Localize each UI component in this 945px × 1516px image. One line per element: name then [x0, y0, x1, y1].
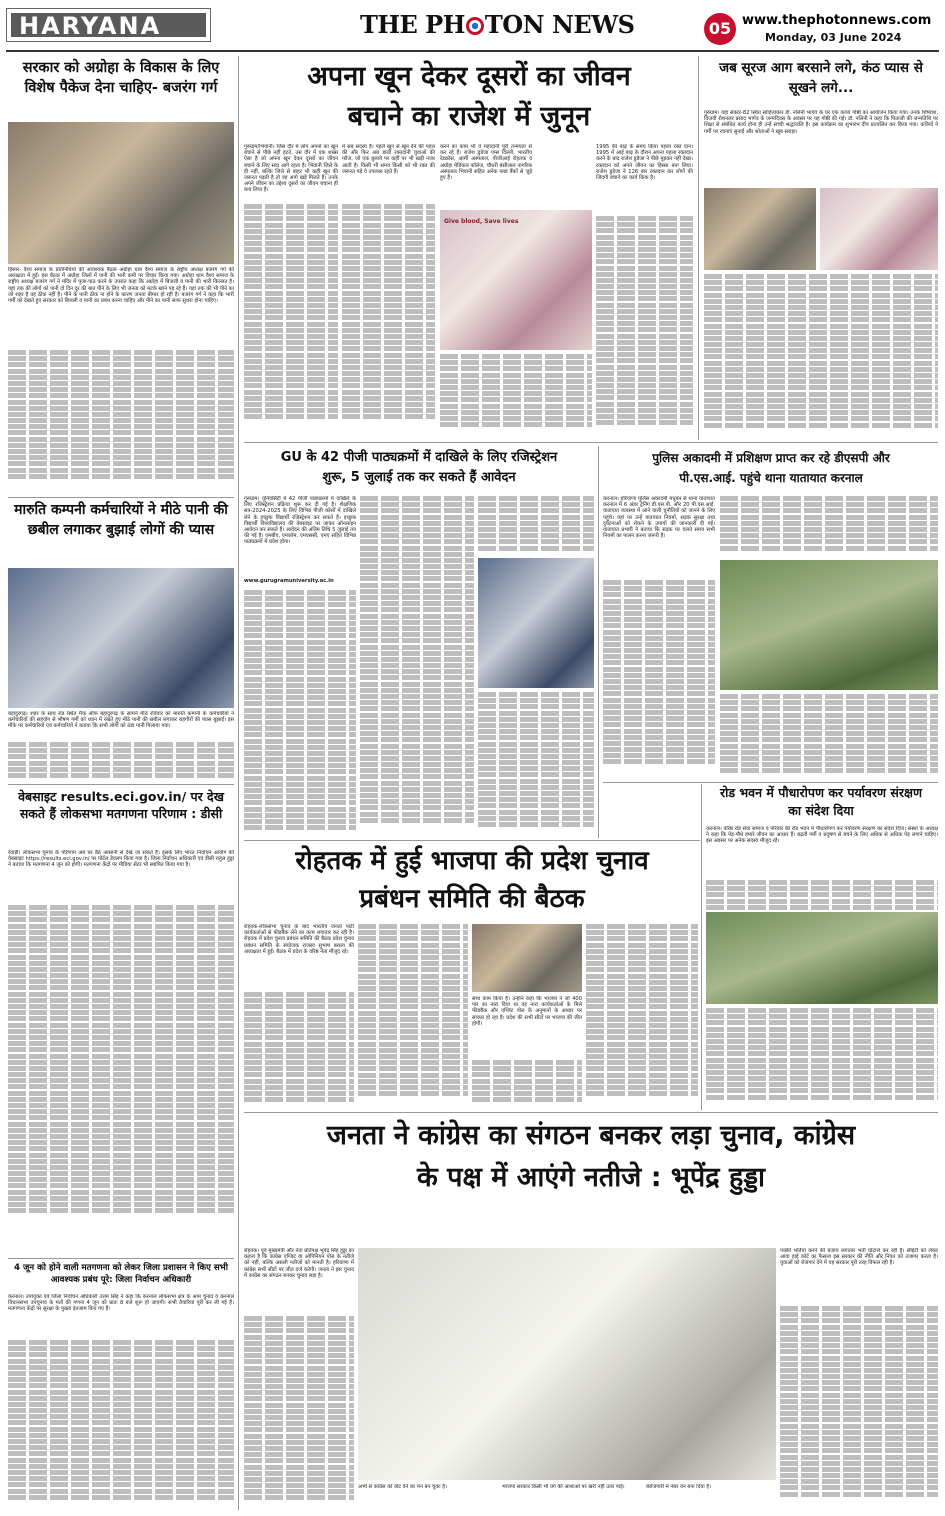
heat-poetry-photo-1: [704, 188, 816, 270]
maruti-photo: [8, 568, 234, 708]
masthead: [0, 0, 945, 52]
hooda-body-left: रोहतक। पूर्व मुख्यमंत्री और नेता प्रतिपक्ष भूपेंद्र सिंह हुड्डा का कहना है कि कांग्रेस एग्जिट या ओपिनियन पोल के नतीजे को नहीं, बल्कि असली नतीजों को मानती है। हरियाणा में कांग्रेस सभी सीटों पर जीत दर्ज करेगी। जनता ने इस चुनाव में कांग्रेस का संगठन बनकर चुनाव लड़ा है।: [244, 1248, 354, 1279]
police-photo: [720, 560, 938, 690]
gu-body-continued-4: [478, 692, 594, 838]
heat-poetry-photo-2: [820, 188, 938, 270]
road-bhavan-body-continued-1: [706, 880, 938, 910]
blood-donor-body-col2: में सब सदस्य हैं। पहले खून से खून देने की पहल की और फिर अब डाली रक्तदानी युवाओं की फौज, जो एक बुलावे पर कहीं पर भी खड़ी नजर आती है। किसी भी समय किसी को भी रक्त की जरूरत पड़े वे उपलब्ध रहते हैं।: [342, 144, 435, 175]
paper-name: [360, 10, 690, 46]
maruti-headline: मारुति कम्पनी कर्मचारियों ने मीठे पानी की छबील लगाकर बुझाई लोगों की प्यास: [14, 502, 228, 538]
agroha-headline: सरकार को अग्रोहा के विकास के लिए विशेष पैकेज देना चाहिए- बजरंग गर्ग: [22, 60, 220, 96]
police-headline-line2: पी.एस.आई. पहुंचे थाना यातायात करनाल: [679, 471, 863, 485]
paper-name-part1: THE PH: [360, 10, 465, 39]
police-body: करनाल। हरियाणा पुलिस अकादमी मधुबन से थाना यातायात करनाल में 6 अंडर ट्रेनिंग डी.एस.पी. और 20 पी.एस.आई. यातायात व्यवस्था में आने वाली चुनौतियों को जानने के लिए पहुंचे। यहां पर उन्हें यातायात नियमों, सड़क सुरक्षा तथा दुर्घटनाओं को रोकने के उपायों की जानकारी दी गई। यातायात प्रभारी ने बताया कि सड़क पर चलते समय सभी नियमों का पालन करना जरूरी है।: [603, 496, 715, 540]
bjp-body-col4: [586, 924, 698, 1108]
heat-poetry-body-continued: [704, 274, 938, 438]
heat-poetry-headline: जब सूरज आग बरसाने लगे, कंठ प्यास से सूखने लगे...: [719, 60, 923, 96]
police-body-continued-3: [720, 694, 938, 780]
road-bhavan-body-continued-2: [706, 1008, 938, 1108]
heat-poetry-body: गुरुग्राम। यहां सेक्टर-82 स्थित साहित्यकार डॉ. नलिनी भार्गव के घर एक काव्य गोष्ठी का आयोजन किया गया। उनके शिष्यांश, विजयी रोशनलर प्रसाद भार्गव के जन्मदिवस के अवसर पर यह गोष्ठी की गई। डॉ. नलिनी ने कहा कि पिताजी की जन्मतिथि पर शिक्षा से संबंधित कार्य होना ही उन्हें सच्ची श्रद्धांजलि है। इस कार्यक्रम का शुभारंभ दीप प्रज्वलित कर किया गया। कवियों ने गर्मी पर रचनाएं सुनाईं और श्रोताओं ने खूब सराहा।: [704, 110, 938, 135]
gu-body-continued-3: [478, 496, 594, 554]
bjp-headline-line2: प्रबंधन समिति की बैठक: [359, 884, 585, 914]
maruti-body-continued: [8, 742, 234, 782]
blood-donor-photo-caption: Give blood, Save lives: [444, 218, 519, 225]
agroha-photo: [8, 122, 234, 264]
hooda-body-left-continued: [244, 1316, 354, 1508]
blood-donor-photo: [440, 210, 592, 350]
gu-body-continued-2: [360, 496, 474, 838]
police-body-continued-1: [603, 580, 715, 776]
hooda-press-conference-photo: [358, 1248, 776, 1480]
photon-logo-icon: [466, 17, 484, 35]
bjp-body-right-continued: [472, 1060, 582, 1108]
counting-body: करनाल। उपायुक्त एवं जिला निर्वाचन अधिकारी उत्तम सिंह ने कहा कि करनाल लोकसभा क्षेत्र के आम चुनाव व करनाल विधानसभा उपचुनाव के मतों की गणना 4 जून को प्रातः 8 बजे शुरू हो जाएगी। सभी तैयारियां पूरी कर ली गई हैं। मतगणना केंद्रों पर सुरक्षा के पुख्ता इंतजाम किए गए हैं।: [8, 1294, 234, 1313]
blood-donor-headline-line2: बचाने का राजेश में जुनून: [347, 101, 591, 132]
counting-headline: 4 जून को होने वाली मतगणना को लेकर जिला प्रशासन ने किए सभी आवश्यक प्रबंध पूरे: जिला निर्वाचन अधिकारी: [14, 1263, 228, 1285]
paper-name-part2: TON NEWS: [484, 10, 635, 39]
page-number: 05: [704, 13, 736, 45]
gu-body-continued-1: [244, 590, 356, 838]
blood-donor-body-col4: 1995 की बाढ़ के समय किया पहला रक्त दान। 1995 में आई बाढ़ के दौरान अपना पहला रक्तदान करने के बाद राजेश डुडेजा ने पीछे मुड़कर नहीं देखा। रक्तदान को अपने जीवन का हिस्सा बना लिया। राजेश डुडेजा ने 126 बार रक्तदान कर लोगों की जिंदगी बचाने का कार्य किया है।: [596, 144, 693, 182]
blood-donor-headline-line1: अपना खून देकर दूसरों का जीवन: [307, 61, 631, 92]
bjp-body-right: साथ काम किया है। उन्होंने कहा कि भाजपा ने जो 400 पार का नारा दिया था वह नारा कार्यकर्ताओं के मिले फीडबैक और एग्जिट पोल के अनुमानों के आधार पर साकार हो रहा है। प्रदेश की सभी सीटों पर भाजपा की जीत होगी।: [472, 996, 582, 1027]
bjp-body-col2: [358, 924, 468, 1108]
blood-donor-col4-continued: [596, 216, 693, 434]
section-tab: [6, 8, 211, 42]
blood-donor-col1-continued: [244, 204, 338, 434]
hooda-body-right: पक्की भर्तियां करने की बजाय लगातार भर्ती घोटाले कर रही है। सीईटी को लेकर आया हाई कोर्ट का फैसला इस सरकार की नीति और नियत को उजागर करता है। युवाओं को रोजगार देने में यह सरकार पूरी तरह विफल रही है।: [780, 1248, 938, 1267]
hooda-body-right-continued: [780, 1306, 938, 1508]
section-label: HARYANA: [19, 12, 162, 40]
website-link[interactable]: www.thephotonnews.com: [742, 13, 932, 28]
hooda-caption-1: अभी से कांग्रेस को वोट देने का मन बन चुका है।: [358, 1484, 448, 1490]
gu-campus-photo: [478, 558, 594, 688]
eci-body: रेवाड़ी। लोकसभा चुनाव के परिणाम अब घर बैठे आसानी से देखे जा सकते हैं। इसके लिए भारत निर्वाचन आयोग की वेबसाइट https://results.eci.gov.in/ पर पोर्टल डेवलप किया गया है। जिला निर्वाचन अधिकारी एवं डीसी राहुल हुड्डा ने बताया कि मतगणना 4 जून को होगी। मतगणना केंद्रों पर मीडिया सेंटर भी स्थापित किया गया है।: [8, 850, 234, 869]
agroha-body-continued: [8, 350, 234, 490]
hooda-caption-3: बेरोजगारी में नंबर वन बना दिया है।: [646, 1484, 712, 1490]
hooda-headline-line1: जनता ने कांग्रेस का संगठन बनकर लड़ा चुनाव, कांग्रेस: [326, 1120, 856, 1151]
eci-headline: वेबसाइट results.eci.gov.in/ पर देख सकते हैं लोकसभा मतगणना परिणाम : डीसी: [18, 789, 224, 821]
hooda-headline-line2: के पक्ष में आएंगे नतीजे : भूपेंद्र हुड्डा: [417, 1162, 765, 1193]
blood-donor-col2-continued: [342, 204, 435, 434]
road-bhavan-body: करनाल। वरिष्ठ रोड सेवा समाज व परिवार की रोड भवन में पौधारोपण कर पर्यावरण संरक्षण का संदेश दिया। संस्था के अध्यक्ष ने कहा कि पेड़-पौधे हमारे जीवन का आधार हैं। बढ़ती गर्मी व प्रदूषण से बचने के लिए अधिक से अधिक पेड़ लगाने चाहिए। इस अवसर पर अनेक सदस्य मौजूद रहे।: [706, 826, 938, 845]
eci-body-continued: [8, 905, 234, 1255]
bjp-body-left-continued: [244, 992, 354, 1108]
police-headline-line1: पुलिस अकादमी में प्रशिक्षण प्राप्त कर रहे डीएसपी और: [652, 451, 890, 465]
gu-headline-line1: GU के 42 पीजी पाठ्यक्रमों में दाखिले के लिए रजिस्ट्रेशन: [280, 450, 558, 465]
blood-donor-body-col1: गुरुग्राम/भिवानी। जिस दौर में लोग अपनों का खून बचाने से पीछे नहीं हटते, उस दौर में एक शख्स ऐसा है जो अपना खून देकर दूसरों का जीवन बचाने के लिए सदा आगे रहता है। भिवानी जिले के ही नहीं, बल्कि जिले से बाहर भी कहीं खून की जरूरत पड़ती है तो वह आगे खड़े मिलते हैं। उनके अपने जीवन का उद्देश्य दूसरों का जीवन बचाना ही बना लिया है।: [244, 144, 338, 194]
bjp-headline-line1: रोहतक में हुई भाजपा की प्रदेश चुनाव: [295, 846, 649, 876]
police-body-continued-2: [720, 496, 938, 558]
bjp-meeting-photo: [472, 924, 582, 992]
blood-donor-body-col3: करने का काम भी ये महादानी पूरी तन्मयता से कर रहे हैं। राजेश डुडेजा एम्स दिल्ली, भारतीय रेडक्रॉस, आर्मी अस्पताल, पीजीआई रोहतक व अग्रोहा मेडिकल कॉलेज, चौधरी बंसीलाल नागरिक अस्पताल भिवानी सहित अनेक ब्लड बैंकों से जुड़े हुए हैं।: [440, 144, 532, 182]
road-bhavan-photo: [706, 912, 938, 1004]
issue-date: Monday, 03 June 2024: [765, 31, 902, 44]
gu-website[interactable]: www.gurugramuniversity.ac.in: [244, 578, 334, 584]
road-bhavan-headline: रोड भवन में पौधारोपण कर पर्यावरण संरक्षण का संदेश दिया: [719, 785, 922, 818]
agroha-body: हिसार- वैश्य समाज के प्रतिनिधियों की आवश्यक बैठक अग्रोहा धाम वैश्य समाज के राष्ट्रीय अध्यक्ष बजरंग गर्ग की अध्यक्षता में हुई। इस बैठक में अग्रोहा जिलों में पानी की भारी कमी पर विचार किया गया। अग्रोहा धाम वैश्य समाज के राष्ट्रीय अध्यक्ष बजरंग गर्ग ने मंदिर में पूजा-पाठ करने के उपरांत कहा कि अग्रोहा में बिजली व पानी की भारी किल्लत है। यहां तक की लोगों को पानी दो दिन दूर की बात पीने के लिए भी जनता को मटके खाने पड़ रहे हैं। यहां तक की भी पीने का जो शहर है वह ठीक नहीं है। पीने के पानी ठीक ना होने के कारण जनता बीमार हो रही है। बजरंग गर्ग ने कहा कि भारी गर्मी को देखते हुए सरकार को बिजली व पानी का प्रबंध करना चाहिए और पीने का पानी साफ सुथरा होना चाहिए।: [8, 267, 234, 305]
gu-headline-line2: शुरू, 5 जुलाई तक कर सकते हैं आवेदन: [322, 470, 516, 485]
hooda-caption-2: भाजपा सरकार किसी भी वर्ग की आशाओं पर खरी नहीं उतर पाई।: [502, 1484, 625, 1490]
counting-body-continued: [8, 1340, 234, 1510]
maruti-body: बहादुरगढ़। शहर के साथ रोड स्थित मैक ऑफ बहादुरगढ़ के सामने मीठे रविवार को मारुति कम्पनी के कर्मचारियों ने कर्मचारियों की सहयोग से भीषण गर्मी को ध्यान में रखते हुए मीठे पानी की छबील लगाकर राहगीरों की प्यास बुझाई। इस मौके पर कर्मचारियों एवं कर्मचारियों ने बताया कि सभी लोगों को ठंडा पानी पिलाया गया।: [8, 711, 234, 730]
bjp-body-left: रोहतक-लोकसभा चुनाव के बाद भारतीय जनता पार्टी कार्यकर्ताओं से फीडबैक लेने का काम लगातार कर रही है। रोहतक में प्रदेश चुनाव प्रबंधन समिति की बैठक प्रदेश चुनाव प्रबंधन समिति के संयोजक राजस्व सुभाष बराला की अध्यक्षता में हुई। बैठक में प्रदेश के वरिष्ठ नेता मौजूद रहे।: [244, 924, 354, 955]
gu-body: गुरुग्राम। यूनिवर्सिटी में 42 पीजी पाठ्यक्रमों में दाखिले के लिए रजिस्ट्रेशन प्रक्रिया शुरू कर दी गई है। शैक्षणिक सत्र-2024-2025 के लिए विभिन्न पीजी कोर्सों में दाखिले लेने के इच्छुक विद्यार्थी रजिस्ट्रेशन कर सकते हैं। इच्छुक विद्यार्थी विश्वविद्यालय की वेबसाइट पर जाकर ऑनलाइन आवेदन कर सकते हैं। आवेदन की अंतिम तिथि 5 जुलाई तय की गई है। एमबीए, एमकॉम, एमएससी, एमए सहित विभिन्न पाठ्यक्रमों में प्रवेश होगा।: [244, 496, 356, 546]
blood-donor-col3-continued: [440, 354, 592, 434]
